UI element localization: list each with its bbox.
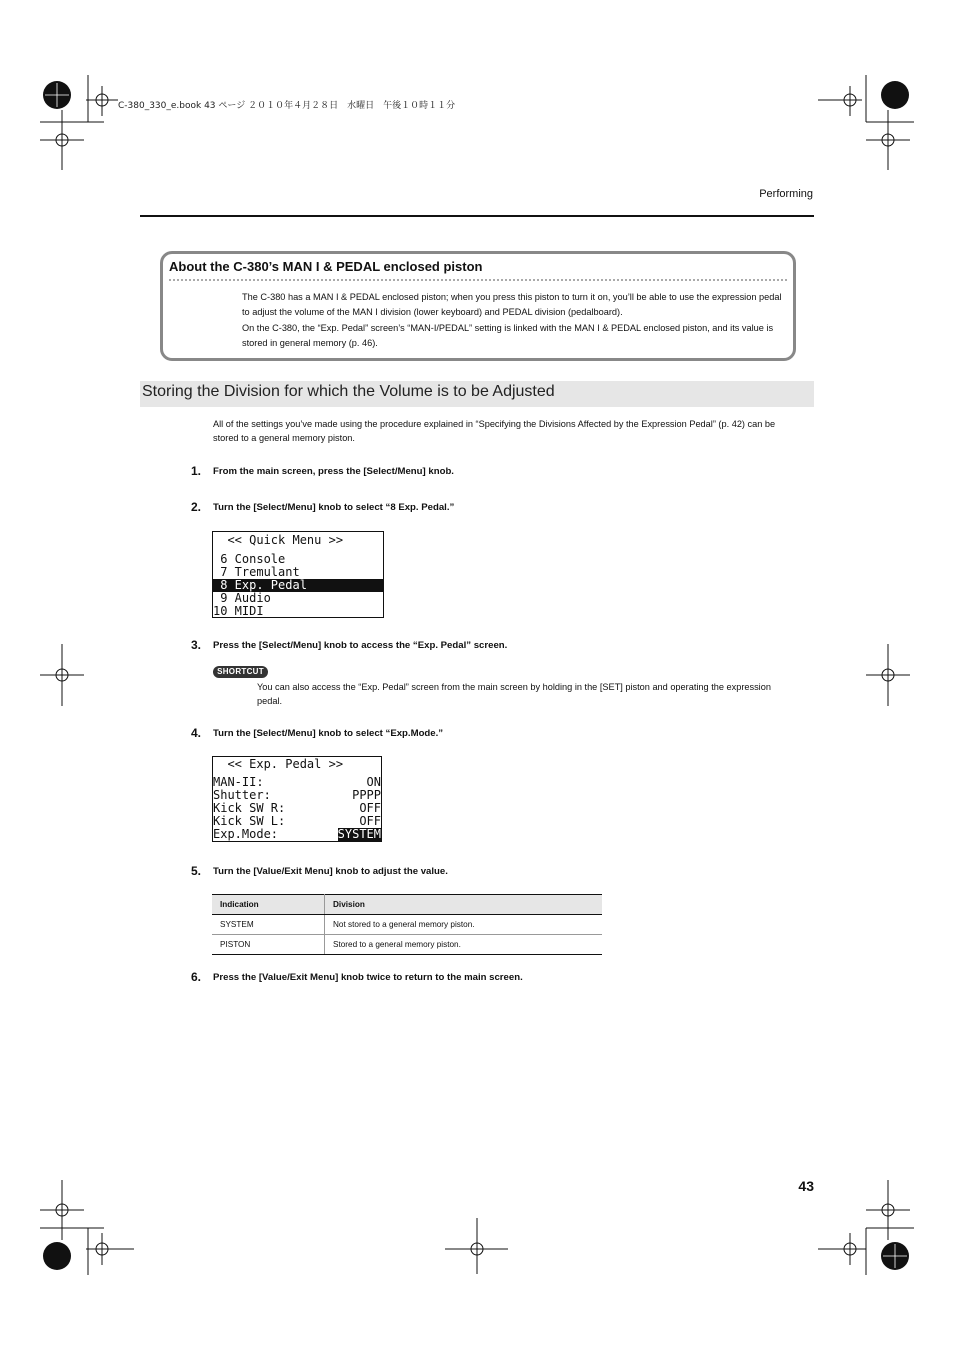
lcd-title: << Exp. Pedal >> bbox=[213, 757, 344, 771]
step-text: Turn the [Value/Exit Menu] knob to adjust the value. bbox=[213, 866, 448, 877]
lcd-menu-item: 10 MIDI bbox=[213, 604, 264, 618]
lcd-menu-item: 9 Audio bbox=[213, 591, 271, 605]
table-cell: Stored to a general memory piston. bbox=[325, 935, 603, 955]
table-cell: PISTON bbox=[212, 935, 325, 955]
step-text: Press the [Value/Exit Menu] knob twice to return to the main screen. bbox=[213, 972, 523, 983]
step-text: Press the [Select/Menu] knob to access the “Exp. Pedal” screen. bbox=[213, 640, 508, 651]
step-text: From the main screen, press the [Select/Menu] knob. bbox=[213, 466, 454, 477]
table-row bbox=[212, 915, 602, 935]
lcd-param-value-selected: SYSTEM bbox=[337, 827, 381, 841]
note-paragraph: On the C-380, the “Exp. Pedal” screen’s “MAN-I/PEDAL” setting is linked with the MAN I & PEDAL enclosed piston, and its value is stored in general memory (p. 46). bbox=[242, 323, 774, 348]
note-title: About the C-380’s MAN I & PEDAL enclosed piston bbox=[169, 259, 483, 274]
table-header: Indication bbox=[212, 895, 325, 915]
indication-table bbox=[212, 894, 602, 955]
lcd-title: << Quick Menu >> bbox=[213, 533, 344, 547]
shortcut-badge: SHORTCUT bbox=[213, 666, 268, 678]
step-number: 2. bbox=[191, 500, 202, 514]
lcd-param-value: OFF bbox=[359, 801, 381, 815]
lcd-param-label: Kick SW L: bbox=[213, 814, 286, 828]
lcd-param-value: PPPP bbox=[352, 788, 381, 802]
lcd-exp-pedal bbox=[212, 756, 382, 842]
page-number: 43 bbox=[798, 1178, 814, 1194]
step-number: 6. bbox=[191, 970, 202, 984]
crop-header: C-380_330_e.book 43 ページ ２０１０年４月２８日 水曜日 午後１０時１１分 bbox=[118, 101, 456, 111]
lcd-param-label: MAN-II: bbox=[213, 775, 264, 789]
step-number: 3. bbox=[191, 638, 202, 652]
step-number: 1. bbox=[191, 464, 202, 478]
lcd-param-label: Exp.Mode: bbox=[213, 827, 279, 841]
lcd-quick-menu bbox=[212, 531, 384, 618]
step-number: 4. bbox=[191, 726, 202, 740]
table-cell: SYSTEM bbox=[212, 915, 325, 935]
step-number: 5. bbox=[191, 864, 202, 878]
intro-paragraph: All of the settings you’ve made using the procedure explained in “Specifying the Divisions Affected by the Expression Pedal” (p. 42) can be stored to a general memory piston. bbox=[213, 419, 776, 443]
lcd-param-value: OFF bbox=[359, 814, 381, 828]
lcd-param-value: ON bbox=[366, 775, 381, 789]
note-body bbox=[242, 290, 782, 352]
shortcut-text: You can also access the “Exp. Pedal” screen from the main screen by holding in the [SET] piston and operating the expression pedal. bbox=[257, 682, 771, 706]
lcd-menu-item: 7 Tremulant bbox=[213, 565, 300, 579]
lcd-param-label: Shutter: bbox=[213, 788, 271, 802]
table-header: Division bbox=[325, 895, 603, 915]
dotted-divider bbox=[169, 279, 787, 281]
lcd-menu-item-selected: 8 Exp. Pedal bbox=[213, 579, 383, 592]
table-cell: Not stored to a general memory piston. bbox=[325, 915, 603, 935]
step-text: Turn the [Select/Menu] knob to select “Exp.Mode.” bbox=[213, 728, 444, 739]
table-row bbox=[212, 935, 602, 955]
header-rule bbox=[140, 215, 814, 217]
table-header-row bbox=[212, 895, 602, 915]
lcd-param-label: Kick SW R: bbox=[213, 801, 286, 815]
running-header: Performing bbox=[759, 188, 813, 200]
section-title: Storing the Division for which the Volume is to be Adjusted bbox=[142, 383, 555, 400]
step-text: Turn the [Select/Menu] knob to select “8 Exp. Pedal.” bbox=[213, 502, 455, 513]
lcd-param-row bbox=[213, 828, 381, 841]
lcd-menu-item: 6 Console bbox=[213, 552, 286, 566]
note-paragraph: The C-380 has a MAN I & PEDAL enclosed piston; when you press this piston to turn it on, you’ll be able to use the expression pedal to adjust the volume of the MAN I division (lower keyboard) and PEDAL division (pedalboard). bbox=[242, 292, 782, 317]
